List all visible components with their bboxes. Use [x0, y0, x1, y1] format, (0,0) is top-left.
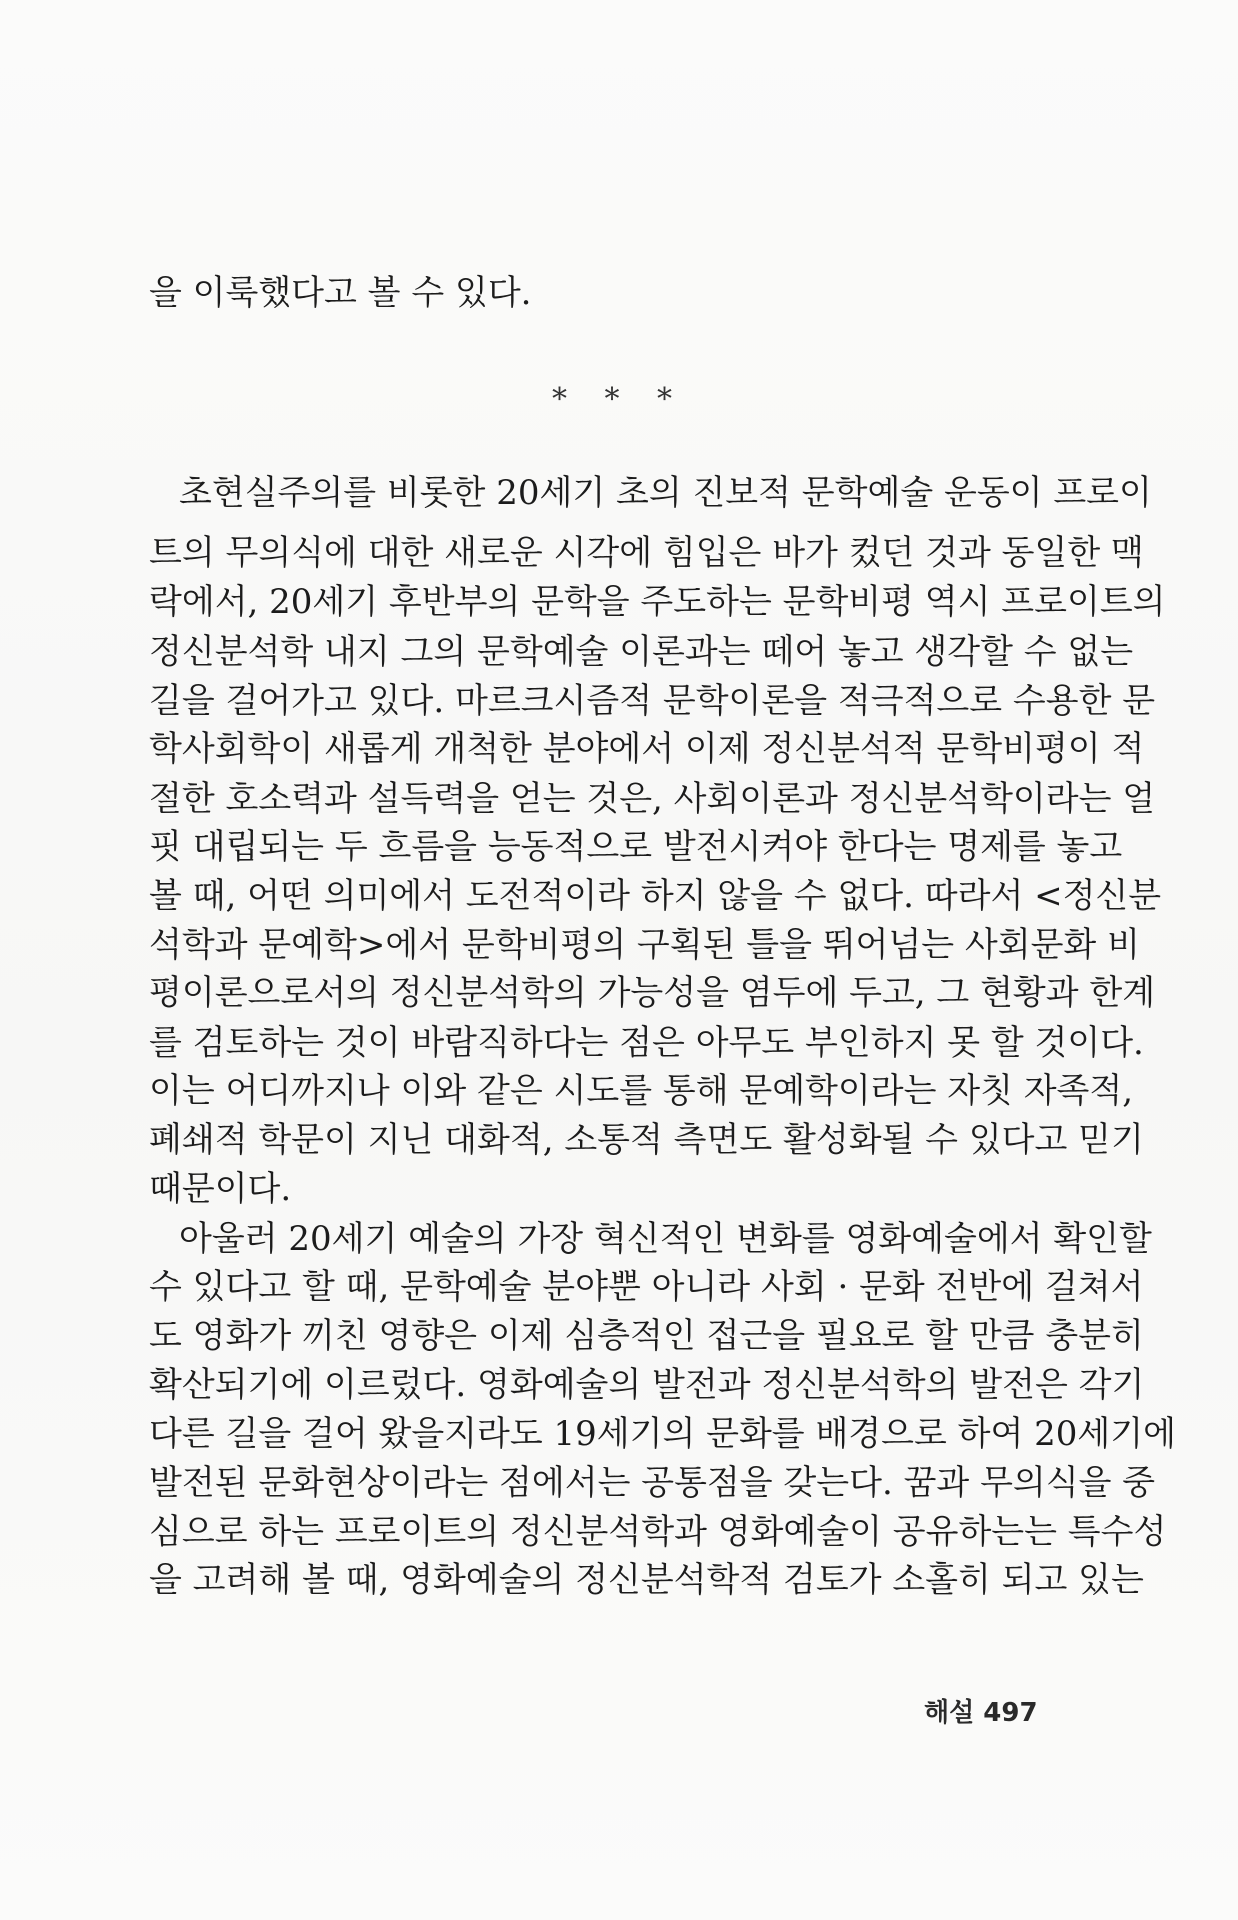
- text-line: 다른 길을 걸어 왔을지라도 19세기의 문화를 배경으로 하여 20세기에: [149, 1414, 1176, 1454]
- text-line: 확산되기에 이르렀다. 영화예술의 발전과 정신분석학의 발전은 각기: [149, 1365, 1145, 1405]
- text-line: 심으로 하는 프로이트의 정신분석학과 영화예술이 공유하는는 특수성: [149, 1512, 1167, 1552]
- text-line: 아울러 20세기 예술의 가장 혁신적인 변화를 영화예술에서 확인할: [179, 1219, 1152, 1259]
- opening-line: 을 이룩했다고 볼 수 있다.: [149, 273, 532, 313]
- text-line: 길을 걸어가고 있다. 마르크시즘적 문학이론을 적극적으로 수용한 문: [149, 681, 1156, 721]
- text-line: 석학과 문예학>에서 문학비평의 구획된 틀을 뛰어넘는 사회문화 비: [149, 925, 1140, 965]
- text-line: 볼 때, 어떤 의미에서 도전적이라 하지 않을 수 없다. 따라서 <정신분: [149, 876, 1162, 916]
- text-line: 락에서, 20세기 후반부의 문학을 주도하는 문학비평 역시 프로이트의: [149, 582, 1166, 622]
- text-line: 평이론으로서의 정신분석학의 가능성을 염두에 두고, 그 현황과 한계: [149, 973, 1156, 1013]
- text-line: 절한 호소력과 설득력을 얻는 것은, 사회이론과 정신분석학이라는 얼: [149, 779, 1156, 819]
- text-line: 정신분석학 내지 그의 문학예술 이론과는 떼어 놓고 생각할 수 없는: [149, 632, 1134, 672]
- text-line: 초현실주의를 비롯한 20세기 초의 진보적 문학예술 운동이 프로이: [179, 473, 1152, 513]
- text-line: 을 고려해 볼 때, 영화예술의 정신분석학적 검토가 소홀히 되고 있는: [149, 1560, 1144, 1600]
- text-line: 핏 대립되는 두 흐름을 능동적으로 발전시켜야 한다는 명제를 놓고: [149, 827, 1123, 867]
- text-line: 이는 어디까지나 이와 같은 시도를 통해 문예학이라는 자칫 자족적,: [149, 1071, 1134, 1111]
- text-line: 학사회학이 새롭게 개척한 분야에서 이제 정신분석적 문학비평이 적: [149, 729, 1145, 769]
- text-line: 도 영화가 끼친 영향은 이제 심층적인 접근을 필요로 할 만큼 충분히: [149, 1316, 1144, 1356]
- section-separator: * * *: [551, 382, 687, 417]
- running-footer-page-number: 해설 497: [924, 1698, 1038, 1728]
- text-line: 를 검토하는 것이 바람직하다는 점은 아무도 부인하지 못 할 것이다.: [149, 1023, 1144, 1063]
- text-line: 트의 무의식에 대한 새로운 시각에 힘입은 바가 컸던 것과 동일한 맥: [149, 533, 1144, 573]
- text-line: 때문이다.: [149, 1169, 292, 1209]
- text-line: 폐쇄적 학문이 지닌 대화적, 소통적 측면도 활성화될 수 있다고 믿기: [149, 1120, 1144, 1160]
- text-line: 수 있다고 할 때, 문학예술 분야뿐 아니라 사회 · 문화 전반에 걸쳐서: [149, 1267, 1144, 1307]
- text-line: 발전된 문화현상이라는 점에서는 공통점을 갖는다. 꿈과 무의식을 중: [149, 1463, 1156, 1503]
